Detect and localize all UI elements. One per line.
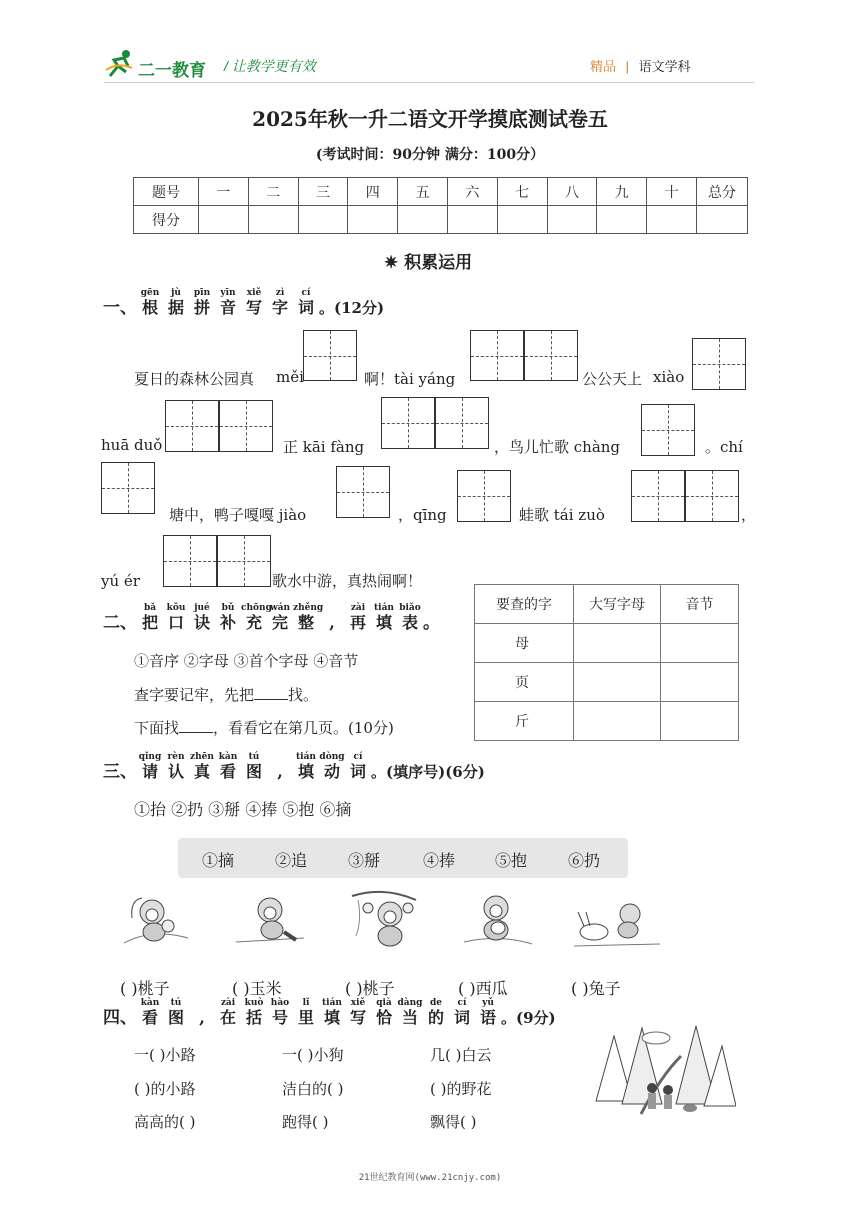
pinyin-annotation: chōng [241, 603, 272, 613]
monkey-picture-2 [234, 890, 306, 954]
score-cell: 题号 [134, 178, 199, 206]
score-cell: 七 [497, 178, 547, 206]
q1-text: 公公天上 [582, 370, 643, 388]
hanzi-char: 括 [245, 1008, 262, 1027]
monkey-picture-5 [572, 896, 662, 954]
star-icon: ✷ [384, 253, 399, 273]
strip-option: ②追 [275, 851, 308, 870]
pinyin-char [345, 752, 371, 782]
pinyin-annotation: kàn [140, 998, 160, 1008]
q3-pinyin-chars [137, 752, 371, 782]
pinyin-char [189, 752, 215, 782]
q2-number: 二、 [103, 613, 137, 633]
pinyin-char [397, 998, 423, 1028]
hanzi-char: 在 [219, 1008, 236, 1027]
q3-caption: ( )桃子 [120, 979, 170, 998]
q2-pinyin-chars [137, 603, 423, 633]
header-subject: 语文学科 [638, 59, 691, 74]
lookup-input[interactable] [574, 624, 661, 663]
hanzi-char: 语 [479, 1008, 496, 1027]
score-cell: 五 [398, 178, 448, 206]
q1-pinyin: měi [276, 368, 304, 386]
header-logo [104, 48, 224, 82]
strip-option: ⑤抱 [495, 851, 528, 870]
pinyin-char [137, 998, 163, 1028]
answer-blank[interactable] [254, 685, 288, 700]
q1-text: 。chí [705, 438, 743, 456]
q1-text: 正 kāi fàng [283, 438, 365, 456]
pinyin-annotation: tú [248, 752, 260, 762]
page-title: 2025年秋一升二语文开学摸底测试卷五 [252, 107, 608, 131]
q3-suffix: 。(填序号)(6分) [371, 763, 485, 781]
hanzi-char: 动 [323, 762, 340, 781]
hanzi-char: 恰 [375, 1008, 392, 1027]
pinyin-annotation [267, 752, 293, 762]
hanzi-char: 认 [167, 762, 184, 781]
pinyin-char [267, 603, 293, 633]
hanzi-char: 图 [245, 762, 262, 781]
pinyin-char [371, 998, 397, 1028]
tianzige-box[interactable] [631, 470, 685, 522]
hanzi-char: 填 [375, 613, 392, 632]
pinyin-char [475, 998, 501, 1028]
q2-suffix: 。 [423, 613, 440, 633]
pinyin-char [215, 752, 241, 782]
score-row-header [134, 178, 748, 206]
header-separator: | [625, 59, 630, 74]
tianzige-box[interactable] [336, 466, 390, 518]
lookup-input[interactable] [661, 702, 739, 741]
hanzi-char: 词 [297, 298, 314, 317]
pinyin-char [345, 603, 371, 633]
hanzi-char: 表 [401, 613, 418, 632]
q1-title [103, 288, 384, 318]
pinyin-char [137, 603, 163, 633]
pinyin-char [293, 998, 319, 1028]
pinyin-char [241, 752, 267, 782]
q4-pinyin-chars [137, 998, 501, 1028]
lookup-row [475, 624, 739, 663]
pinyin-annotation: bǔ [221, 603, 235, 613]
tianzige-box[interactable] [165, 400, 219, 452]
pinyin-char [163, 998, 189, 1028]
pinyin-annotation: tián [374, 603, 394, 613]
pinyin-char [215, 998, 241, 1028]
pinyin-annotation: qià [376, 998, 392, 1008]
pinyin-annotation: yǔ [482, 998, 494, 1008]
tianzige-box[interactable] [219, 400, 273, 452]
pinyin-annotation: gēn [140, 288, 160, 298]
pinyin-annotation: cí [301, 288, 311, 298]
pinyin-annotation: jué [194, 603, 210, 613]
tianzige-box[interactable] [435, 397, 489, 449]
hanzi-char: , [199, 1008, 205, 1027]
q2-line2-b: ，看看它在第几页。(10分) [213, 719, 394, 737]
score-input[interactable] [697, 206, 748, 234]
monkey-picture-4 [462, 888, 534, 954]
pinyin-annotation [319, 603, 345, 613]
q1-text: 歌水中游，真热闹啊！ [272, 572, 423, 590]
pinyin-char [137, 752, 163, 782]
pinyin-annotation: kàn [218, 752, 238, 762]
q2-title [103, 603, 440, 633]
q1-text: ， [741, 506, 757, 524]
lookup-header-row [475, 585, 739, 624]
tianzige-box[interactable] [163, 535, 217, 587]
hanzi-char: 据 [167, 298, 184, 317]
monkey-picture-3 [348, 886, 420, 956]
lookup-char: 页 [475, 663, 574, 702]
hanzi-char: 口 [167, 613, 184, 632]
q3-title [103, 752, 485, 782]
lookup-row [475, 663, 739, 702]
logo-text: 二一教育 [138, 61, 206, 80]
hanzi-char: , [329, 613, 335, 632]
pinyin-annotation: dòng [319, 752, 345, 762]
score-input[interactable] [298, 206, 348, 234]
pinyin-char [189, 288, 215, 318]
q4-item: 洁白的( ) [282, 1080, 344, 1098]
answer-blank[interactable] [179, 718, 213, 733]
hanzi-char: 诀 [193, 613, 210, 632]
score-cell: 十 [647, 178, 697, 206]
pinyin-annotation: zhēn [190, 752, 214, 762]
pinyin-char [293, 752, 319, 782]
tianzige-box[interactable] [457, 470, 511, 522]
score-input[interactable] [248, 206, 298, 234]
q1-text: 蛙歌 tái zuò [519, 506, 605, 524]
q3-caption: ( )西瓜 [458, 979, 508, 998]
strip-option: ①摘 [202, 851, 235, 870]
q1-text: 塘中，鸭子嘎嘎 jiào [169, 506, 307, 524]
q1-pinyin: yú ér [101, 572, 140, 590]
tianzige-box[interactable] [641, 404, 695, 456]
pinyin-annotation: zhěng [293, 603, 324, 613]
pinyin-char [215, 603, 241, 633]
hanzi-char: 写 [349, 1008, 366, 1027]
tianzige-box[interactable] [524, 330, 578, 381]
score-input[interactable] [597, 206, 647, 234]
tianzige-box[interactable] [101, 462, 155, 514]
pinyin-annotation: dàng [397, 998, 423, 1008]
header-right [590, 56, 691, 75]
hanzi-char: 根 [141, 298, 158, 317]
q4-suffix: 。(9分) [501, 1009, 556, 1027]
pinyin-char [189, 603, 215, 633]
strip-option: ④捧 [423, 851, 456, 870]
page-footer: 21世纪教育网(www.21cnjy.com) [358, 1173, 502, 1183]
pinyin-char [371, 603, 397, 633]
score-input[interactable] [497, 206, 547, 234]
pinyin-char [293, 603, 324, 633]
pinyin-char [397, 603, 423, 633]
pinyin-annotation: lǐ [302, 998, 310, 1008]
q1-text: ，鸟儿忙歌 chàng [494, 438, 621, 456]
q4-item: ( )的野花 [430, 1080, 492, 1098]
q3-caption: ( )兔子 [571, 979, 621, 998]
score-input[interactable] [398, 206, 448, 234]
forest-picture [586, 1016, 736, 1116]
pinyin-annotation: tián [296, 752, 316, 762]
pinyin-annotation: cí [353, 752, 363, 762]
runner-logo-icon [104, 48, 134, 78]
pinyin-char [163, 603, 189, 633]
q4-item: 飘得( ) [430, 1113, 477, 1131]
pinyin-char [241, 998, 267, 1028]
hanzi-char: 整 [297, 613, 314, 632]
lookup-row [475, 702, 739, 741]
q1-suffix: 。(12分) [319, 299, 385, 317]
pinyin-char [189, 998, 215, 1028]
score-cell: 八 [547, 178, 597, 206]
pinyin-annotation: xiě [246, 288, 262, 298]
score-label: 得分 [134, 206, 199, 234]
pinyin-annotation: zì [275, 288, 285, 298]
score-cell: 六 [447, 178, 497, 206]
q1-number: 一、 [103, 298, 137, 318]
pinyin-annotation: pīn [193, 288, 211, 298]
q2-line1-b: 找。 [288, 686, 319, 704]
tianzige-box[interactable] [217, 535, 271, 587]
pinyin-annotation: xiě [350, 998, 366, 1008]
hanzi-char: 音 [219, 298, 236, 317]
pinyin-annotation [189, 998, 215, 1008]
pinyin-annotation: biǎo [399, 603, 421, 613]
score-table [133, 177, 748, 234]
hanzi-char: 完 [271, 613, 288, 632]
q1-pinyin: huā duǒ [101, 436, 163, 454]
q2-line2 [134, 717, 394, 738]
pinyin-char [163, 288, 189, 318]
pinyin-annotation: yīn [220, 288, 236, 298]
pinyin-char [423, 998, 449, 1028]
section-heading [384, 248, 472, 273]
lookup-char: 斤 [475, 702, 574, 741]
hanzi-char: 充 [245, 613, 262, 632]
q3-caption: ( )桃子 [345, 979, 395, 998]
score-cell: 总分 [697, 178, 748, 206]
page-subtitle: (考试时间：90分钟 满分：100分） [315, 147, 545, 163]
pinyin-char [319, 603, 345, 633]
tianzige-box[interactable] [470, 330, 524, 381]
score-cell: 二 [248, 178, 298, 206]
q3-option-strip [178, 838, 628, 878]
q3-caption: ( )玉米 [232, 979, 282, 998]
hanzi-char: 请 [141, 762, 158, 781]
hanzi-char: 真 [193, 762, 210, 781]
pinyin-annotation: kuò [244, 998, 264, 1008]
hanzi-char: 再 [349, 613, 366, 632]
score-cell: 一 [199, 178, 249, 206]
score-row-values [134, 206, 748, 234]
q4-item: 跑得( ) [282, 1113, 329, 1131]
monkey-picture-1 [122, 888, 190, 954]
q2-options: ①音序 ②字母 ③首个字母 ④音节 [134, 652, 359, 670]
header-tag: 精品 [590, 59, 617, 74]
pinyin-annotation: rèn [167, 752, 185, 762]
lookup-header: 音节 [661, 585, 739, 624]
pinyin-annotation: jù [171, 288, 181, 298]
lookup-header: 要查的字 [475, 585, 574, 624]
score-cell: 三 [298, 178, 348, 206]
hanzi-char: 填 [323, 1008, 340, 1027]
q3-options: ①抬 ②扔 ③掰 ④捧 ⑤抱 ⑥摘 [134, 800, 352, 819]
q1-text: 啊！tài yáng [364, 370, 456, 388]
hanzi-char: 词 [453, 1008, 470, 1027]
q1-pinyin: xiào [653, 368, 685, 386]
pinyin-annotation: wán [269, 603, 291, 613]
tianzige-box[interactable] [381, 397, 435, 449]
pinyin-annotation: qǐng [138, 752, 162, 762]
tianzige-box[interactable] [692, 338, 746, 390]
q4-item: 一( )小狗 [282, 1046, 344, 1064]
hanzi-char: 把 [141, 613, 158, 632]
hanzi-char: , [277, 762, 283, 781]
section-heading-text: 积累运用 [404, 253, 473, 273]
pinyin-annotation: kǒu [166, 603, 186, 613]
hanzi-char: 的 [427, 1008, 444, 1027]
pinyin-char [267, 998, 293, 1028]
pinyin-annotation: de [429, 998, 443, 1008]
pinyin-char [319, 752, 345, 782]
score-input[interactable] [647, 206, 697, 234]
hanzi-char: 看 [141, 1008, 158, 1027]
hanzi-char: 看 [219, 762, 236, 781]
hanzi-char: 拼 [193, 298, 210, 317]
pinyin-annotation: zài [350, 603, 366, 613]
pinyin-char [345, 998, 371, 1028]
hanzi-char: 写 [245, 298, 262, 317]
lookup-input[interactable] [661, 624, 739, 663]
pinyin-char [215, 288, 241, 318]
pinyin-annotation: tú [170, 998, 182, 1008]
hanzi-char: 填 [297, 762, 314, 781]
q2-line2-a: 下面找 [134, 719, 180, 737]
q4-number: 四、 [103, 1008, 137, 1028]
score-input[interactable] [199, 206, 249, 234]
pinyin-char [241, 288, 267, 318]
q2-line1 [134, 684, 318, 705]
lookup-table [474, 584, 739, 741]
pinyin-annotation: cí [457, 998, 467, 1008]
hanzi-char: 号 [271, 1008, 288, 1027]
q1-text: ，qīng [398, 506, 447, 524]
q1-text: 夏日的森林公园真 [134, 370, 255, 388]
hanzi-char: 词 [349, 762, 366, 781]
score-input[interactable] [547, 206, 597, 234]
q1-pinyin-chars [137, 288, 319, 318]
pinyin-char [319, 998, 345, 1028]
lookup-char: 母 [475, 624, 574, 663]
hanzi-char: 补 [219, 613, 236, 632]
pinyin-char [163, 752, 189, 782]
score-input[interactable] [447, 206, 497, 234]
lookup-header: 大写字母 [574, 585, 661, 624]
strip-option: ⑥扔 [568, 851, 601, 870]
q4-item: 一( )小路 [134, 1046, 196, 1064]
pinyin-char [293, 288, 319, 318]
q4-title [103, 998, 556, 1028]
lookup-input[interactable] [661, 663, 739, 702]
pinyin-char [137, 288, 163, 318]
pinyin-char [267, 752, 293, 782]
q3-number: 三、 [103, 762, 137, 782]
pinyin-char [267, 288, 293, 318]
pinyin-char [449, 998, 475, 1028]
hanzi-char: 图 [167, 1008, 184, 1027]
tianzige-box[interactable] [685, 470, 739, 522]
q4-item: ( )的小路 [134, 1080, 196, 1098]
tianzige-box[interactable] [303, 330, 357, 381]
pinyin-annotation: tián [322, 998, 342, 1008]
score-input[interactable] [348, 206, 398, 234]
hanzi-char: 当 [401, 1008, 418, 1027]
lookup-input[interactable] [574, 702, 661, 741]
score-cell: 九 [597, 178, 647, 206]
pinyin-annotation: hào [270, 998, 290, 1008]
hanzi-char: 字 [271, 298, 288, 317]
strip-option: ③掰 [348, 851, 381, 870]
pinyin-annotation: zài [220, 998, 236, 1008]
pinyin-annotation: bǎ [143, 603, 157, 613]
header-slogan: / 让教学更有效 [224, 58, 316, 74]
hanzi-char: 里 [297, 1008, 314, 1027]
pinyin-char [241, 603, 272, 633]
score-cell: 四 [348, 178, 398, 206]
lookup-input[interactable] [574, 663, 661, 702]
q2-line1-a: 查字要记牢，先把 [134, 686, 255, 704]
header-rule [104, 82, 754, 83]
q4-item: 高高的( ) [134, 1113, 196, 1131]
q4-item: 几( )白云 [430, 1046, 492, 1064]
